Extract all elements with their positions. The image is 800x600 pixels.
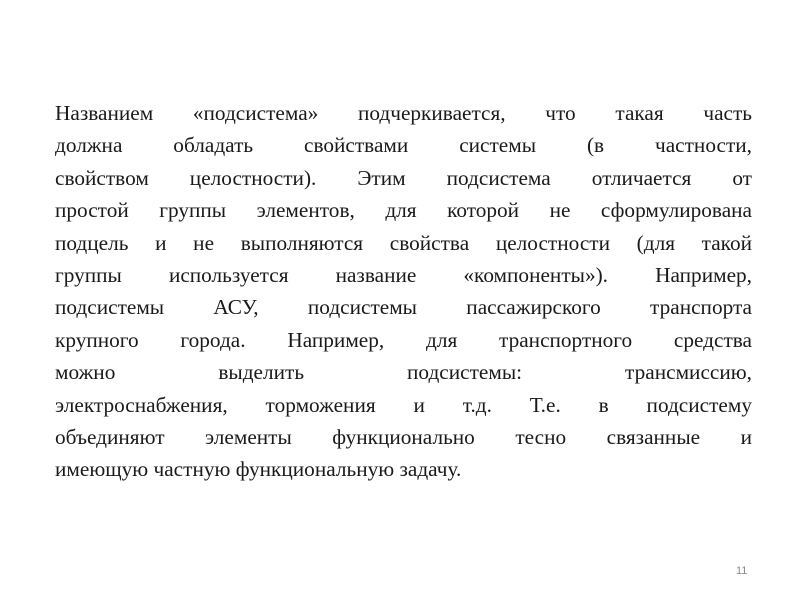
paragraph-line: электроснабжения, торможения и т.д. Т.е. в подсистему [55,392,752,417]
paragraph-line: подцель и не выполняются свойства целостности (для такой [55,230,752,255]
paragraph-line: Названием «подсистема» подчеркивается, что такая часть [55,101,752,125]
paragraph-line: подсистемы АСУ, подсистемы пассажирского транспорта [55,295,752,320]
page-number: 11 [736,565,748,577]
paragraph-line: должна обладать свойствами системы (в частности, [55,133,752,158]
paragraph-line: можно выделить подсистемы: трансмиссию, [55,360,752,385]
paragraph-line: объединяют элементы функционально тесно связанные и [55,424,752,449]
paragraph-line: имеющую частную функциональную задачу. [55,457,462,482]
paragraph-line: простой группы элементов, для которой не сформулирована [55,198,752,223]
paragraph-line: крупного города. Например, для транспортного средства [55,327,752,352]
body-paragraph [55,97,752,486]
paragraph-line: группы используется название «компоненты»). Например, [55,262,752,287]
paragraph-line: свойством целостности). Этим подсистема отличается от [55,165,752,190]
